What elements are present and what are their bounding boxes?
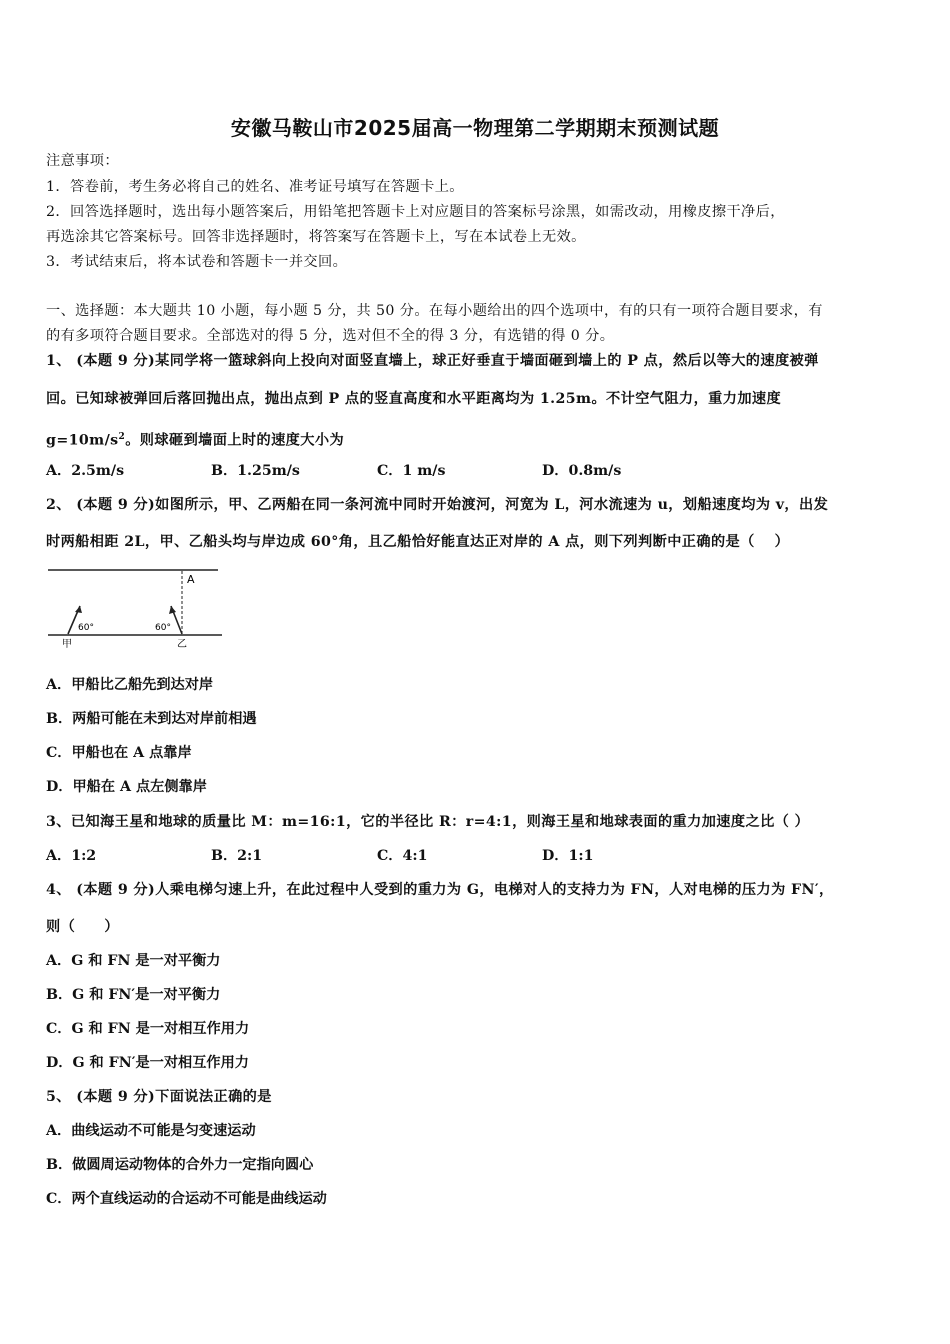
notice-item: 再选涂其它答案标号。回答非选择题时，将答案写在答题卡上，写在本试卷上无效。 [46, 229, 586, 245]
q1-exponent: 2 [118, 432, 126, 442]
q4-option-c[interactable]: C．G 和 FN 是一对相互作用力 [46, 1021, 250, 1037]
q2-option-b[interactable]: B．两船可能在未到达对岸前相遇 [46, 711, 257, 727]
point-a-label: A [187, 573, 195, 586]
boat-jia-label: 甲 [62, 639, 72, 650]
q1-option-a[interactable]: A．2.5m/s [46, 463, 125, 479]
arrow-icon [169, 606, 176, 614]
q2-option-d[interactable]: D．甲船在 A 点左侧靠岸 [46, 779, 207, 795]
arrow-icon [75, 606, 82, 613]
q3-option-a[interactable]: A．1:2 [46, 848, 97, 864]
q4-option-d[interactable]: D．G 和 FN′是一对相互作用力 [46, 1055, 249, 1071]
question-2-text: 2、 (本题 9 分)如图所示，甲、乙两船在同一条河流中同时开始渡河，河宽为 L，河水流速为 u，划船速度均为 v，出发 [46, 497, 829, 513]
notice-item: 2．回答选择题时，选出每小题答案后，用铅笔把答题卡上对应题目的答案标号涂黑，如需改动，用橡皮擦干净后， [46, 204, 785, 220]
page-title: 安徽马鞍山市2025届高一物理第二学期期末预测试题 [230, 116, 720, 140]
question-4-text: 4、 (本题 9 分)人乘电梯匀速上升，在此过程中人受到的重力为 G，电梯对人的支持力为 FN，人对电梯的压力为 FN′， [46, 882, 834, 898]
q2-option-a[interactable]: A．甲船比乙船先到达对岸 [46, 677, 214, 693]
q1-option-c[interactable]: C．1 m/s [377, 463, 446, 479]
q4-option-b[interactable]: B．G 和 FN′是一对平衡力 [46, 987, 221, 1003]
q5-option-b[interactable]: B．做圆周运动物体的合外力一定指向圆心 [46, 1157, 314, 1173]
boat-yi-label: 乙 [177, 639, 187, 650]
q5-option-a[interactable]: A．曲线运动不可能是匀变速运动 [46, 1123, 256, 1139]
q1-text-tail: 。则球砸到墙面上时的速度大小为 [125, 432, 345, 449]
q3-option-c[interactable]: C．4:1 [377, 848, 428, 864]
question-1-text [46, 427, 911, 451]
section-intro: 一、选择题：本大题共 10 小题，每小题 5 分，共 50 分。在每小题给出的四个选项中，有的只有一项符合题目要求，有 [46, 303, 823, 319]
q5-option-c[interactable]: C．两个直线运动的合运动不可能是曲线运动 [46, 1191, 327, 1207]
q1-formula: g=10m/s [46, 432, 119, 449]
q4-option-a[interactable]: A．G 和 FN 是一对平衡力 [46, 953, 221, 969]
q3-option-d[interactable]: D．1:1 [542, 848, 594, 864]
angle-label-yi: 60° [155, 623, 171, 633]
section-intro: 的有多项符合题目要求。全部选对的得 5 分，选对但不全的得 3 分，有选错的得 0 分。 [46, 328, 615, 344]
q1-option-d[interactable]: D．0.8m/s [542, 463, 622, 479]
question-4-text: 则（ ） [46, 919, 119, 935]
question-5-text: 5、 (本题 9 分)下面说法正确的是 [46, 1089, 272, 1105]
notice-item: 1．答卷前，考生务必将自己的姓名、准考证号填写在答题卡上。 [46, 179, 464, 195]
q3-option-b[interactable]: B．2:1 [211, 848, 263, 864]
q1-option-b[interactable]: B．1.25m/s [211, 463, 300, 479]
question-1-text: 回。已知球被弹回后落回抛出点，抛出点到 P 点的竖直高度和水平距离均为 1.25m。不计空气阻力，重力加速度 [46, 391, 782, 407]
angle-label-jia: 60° [78, 623, 94, 633]
question-1-text: 1、 (本题 9 分)某同学将一篮球斜向上投向对面竖直墙上，球正好垂直于墙面砸到墙上的 P 点，然后以等大的速度被弹 [46, 353, 819, 369]
q2-option-c[interactable]: C．甲船也在 A 点靠岸 [46, 745, 192, 761]
river-crossing-diagram [46, 562, 226, 652]
question-3-text: 3、已知海王星和地球的质量比 M：m=16:1，它的半径比 R：r=4:1，则海王星和地球表面的重力加速度之比（ ） [46, 814, 810, 830]
notice-item: 3．考试结束后，将本试卷和答题卡一并交回。 [46, 254, 348, 270]
notice-heading: 注意事项： [46, 153, 119, 169]
question-2-text: 时两船相距 2L，甲、乙船头均与岸边成 60°角，且乙船恰好能直达正对岸的 A 点，则下列判断中正确的是（ ） [46, 534, 790, 550]
